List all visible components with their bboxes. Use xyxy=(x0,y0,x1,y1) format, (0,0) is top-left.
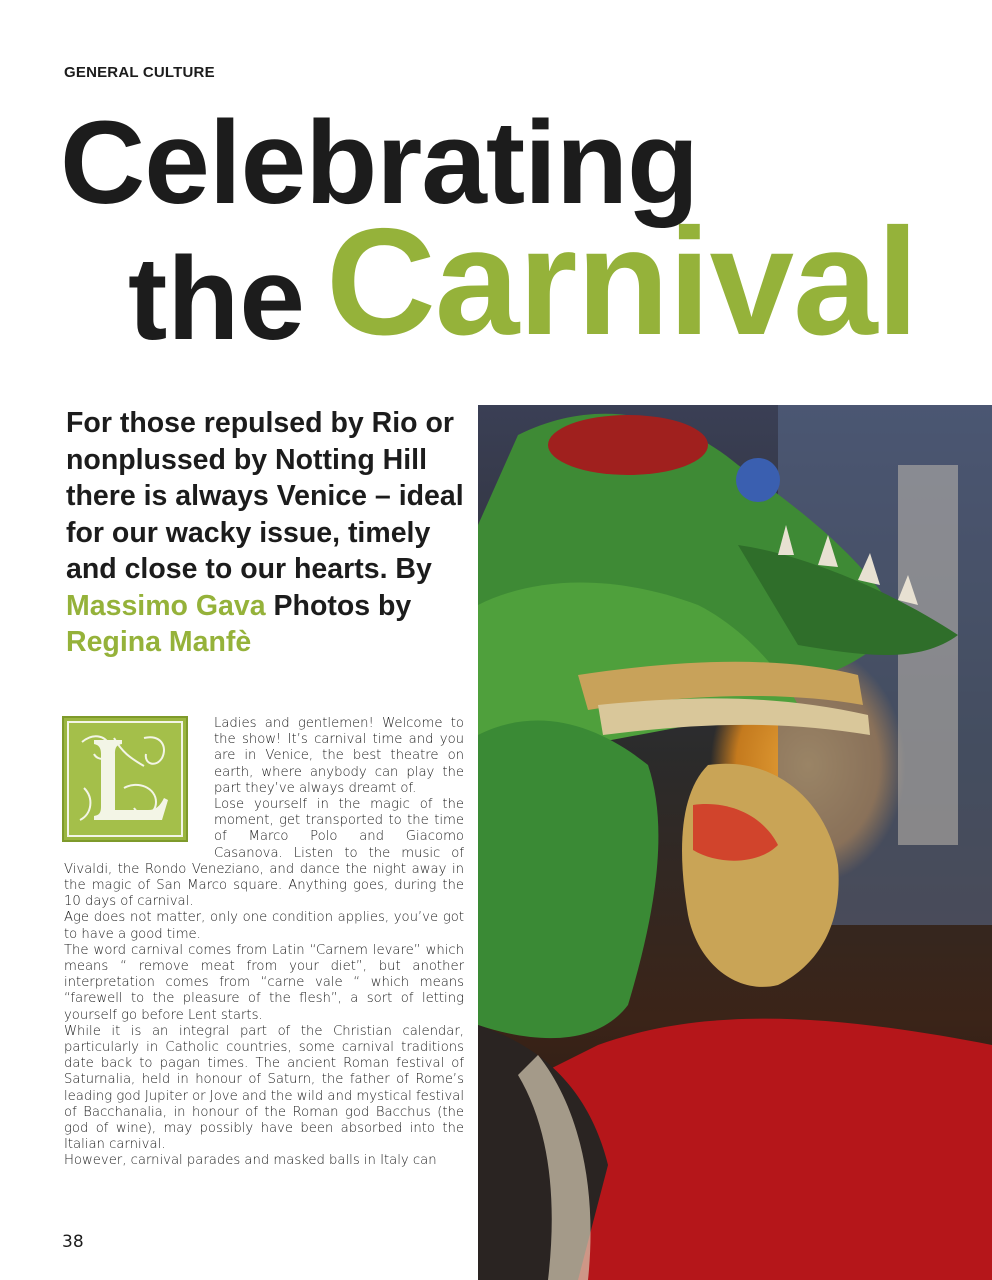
title-line-2: the xyxy=(128,233,305,365)
author-name: Massimo Gava xyxy=(66,589,266,622)
article-body xyxy=(64,716,464,1170)
carnival-photo-illustration xyxy=(478,405,992,1280)
body-paragraph: Lose yourself in the magic of the moment, get transported to the time of Marco Polo and Giacomo Casanova. Listen to the music of Vivaldi, the Rondo Veneziano, and dance the night away in the magic of San Marco square. Anything goes, during the 10 days of carnival. xyxy=(64,797,464,910)
body-paragraph: The word carnival comes from Latin “Carnem levare” which means “ remove meat from your diet”, but another interpretation comes from “carne vale “ which means “farewell to the pleasure of the flesh”, a sort of letting yourself go before Lent starts. xyxy=(64,942,464,1023)
body-paragraph: However, carnival parades and masked balls in Italy can xyxy=(64,1153,437,1169)
title-line-3: Carnival xyxy=(326,197,918,367)
photos-credit-prefix: Photos by xyxy=(265,589,412,622)
intro-text: For those repulsed by Rio or nonplussed by Notting Hill there is always Venice – ideal for our wacky issue, timely and close to our hearts. By xyxy=(66,407,464,585)
body-paragraph: While it is an integral part of the Christian calendar, particularly in Catholic countries, some carnival traditions date back to pagan times. The ancient Roman festival of Saturnalia, held in honour of Saturn, the father of Rome’s leading god Jupiter or Jove and the wild and mystical festival of Bacchanalia, in honour of the Roman god Bacchus (the god of wine), may possibly have been absorbed into the Italian carnival. xyxy=(64,1023,464,1153)
body-paragraph: Ladies and gentlemen! Welcome to the show! It’s carnival time and you are in Venice, the best theatre on earth, where anybody can play the part they’ve always dreamt of. xyxy=(214,716,464,796)
page-number: 38 xyxy=(62,1232,84,1252)
dropcap-spacer xyxy=(64,716,214,860)
photographer-name: Regina Manfè xyxy=(66,626,252,658)
title-line-1: Celebrating xyxy=(60,97,699,229)
section-label: GENERAL CULTURE xyxy=(64,64,215,81)
intro-standfirst xyxy=(66,405,476,661)
body-paragraph: Age does not matter, only one condition applies, you’ve got to have a good time. xyxy=(64,910,464,942)
carnival-masked-figure-photo xyxy=(478,405,992,1280)
